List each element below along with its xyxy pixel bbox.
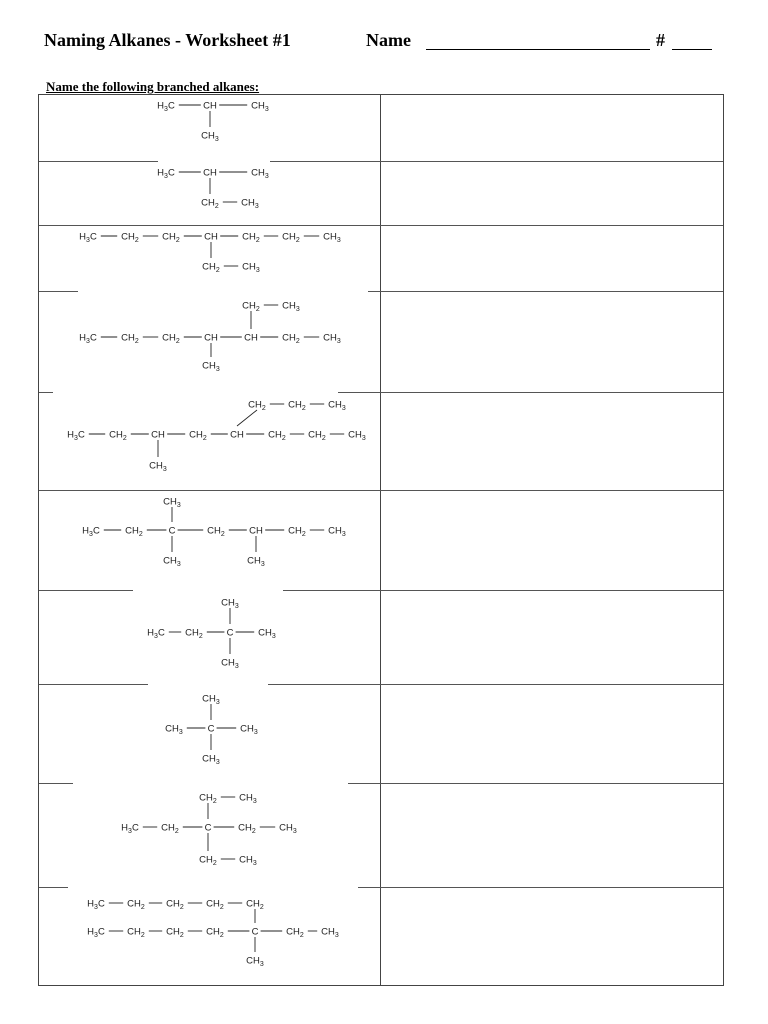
atom-label: $CH_3$: [202, 360, 220, 373]
worksheet-row: [38, 590, 724, 684]
answer-cell[interactable]: [381, 291, 724, 392]
atom-label: $CH_2$: [127, 926, 145, 939]
divider-gap: [148, 683, 268, 686]
atom-label: $CH_2$: [121, 332, 139, 345]
atom-label: $CH_2$: [189, 429, 207, 442]
atom-label: $CH_3$: [282, 300, 300, 313]
instructions: Name the following branched alkanes:: [46, 79, 260, 94]
atom-label: $CH_3$: [221, 597, 239, 610]
atom-label: $CH_2$: [166, 926, 184, 939]
number-label: #: [656, 30, 665, 50]
atom-label: $CH_2$: [125, 525, 143, 538]
atom-label: $CH_2$: [268, 429, 286, 442]
atom-label: $CH_3$: [240, 723, 258, 736]
atom-label: $CH_3$: [242, 261, 260, 274]
atom-label: $CH_3$: [163, 555, 181, 568]
worksheet-title: Naming Alkanes - Worksheet #1: [44, 30, 291, 50]
row-divider: [38, 684, 724, 685]
answer-cell[interactable]: [381, 783, 724, 887]
divider-gap: [133, 589, 283, 592]
row-divider: [38, 161, 724, 162]
atom-label: $H_3C$: [79, 332, 97, 345]
atom-label: $CH_3$: [279, 822, 297, 835]
atom-label: $CH_2$: [127, 898, 145, 911]
answer-cell[interactable]: [381, 161, 724, 225]
atom-label: $H_3C$: [79, 231, 97, 244]
atom-label: $CH_2$: [161, 822, 179, 835]
divider-gap: [53, 391, 338, 394]
worksheet-row: [38, 392, 724, 490]
atom-label: $CH_2$: [248, 399, 266, 412]
atom-label: $CH_3$: [251, 167, 269, 180]
structural-formula: [38, 590, 381, 684]
atom-label: $CH_3$: [321, 926, 339, 939]
structure-cell: [38, 887, 381, 986]
answer-cell[interactable]: [381, 590, 724, 684]
answer-cell[interactable]: [381, 225, 724, 291]
atom-label: $CH_3$: [323, 231, 341, 244]
worksheet-row: [38, 887, 724, 986]
row-divider: [38, 490, 724, 491]
atom-label: $H_3C$: [87, 898, 105, 911]
answer-cell[interactable]: [381, 392, 724, 490]
structural-formula: [38, 684, 381, 783]
atom-label: $CH_3$: [328, 525, 346, 538]
structural-formula: [38, 783, 381, 887]
atom-label: CH: [244, 332, 258, 344]
atom-label: C: [226, 627, 234, 639]
atom-label: $CH_2$: [288, 525, 306, 538]
atom-label: $CH_2$: [185, 627, 203, 640]
atom-label: $CH_2$: [238, 822, 256, 835]
atom-label: $CH_3$: [247, 555, 265, 568]
atom-label: $CH_2$: [206, 898, 224, 911]
number-blank-line[interactable]: [672, 49, 712, 50]
answer-cell[interactable]: [381, 490, 724, 590]
structure-cell: [38, 684, 381, 783]
atom-label: $CH_2$: [202, 261, 220, 274]
worksheet-header: [44, 30, 734, 56]
atom-label: $H_3C$: [121, 822, 139, 835]
atom-label: C: [168, 525, 176, 537]
worksheet-table: [38, 94, 724, 986]
worksheet-row: [38, 225, 724, 291]
structural-formula: [38, 225, 381, 291]
atom-label: $CH_3$: [239, 854, 257, 867]
row-divider: [38, 225, 724, 226]
atom-label: $CH_2$: [199, 854, 217, 867]
worksheet-row: [38, 684, 724, 783]
atom-label: $CH_2$: [246, 898, 264, 911]
atom-label: $H_3C$: [67, 429, 85, 442]
atom-label: $CH_3$: [258, 627, 276, 640]
structure-cell: [38, 291, 381, 392]
atom-label: $CH_2$: [206, 926, 224, 939]
atom-label: $CH_2$: [242, 300, 260, 313]
atom-label: CH: [249, 525, 263, 537]
structural-formula: [38, 94, 381, 161]
structural-formula: [38, 161, 381, 225]
atom-label: $CH_3$: [241, 197, 259, 210]
atom-label: $H_3C$: [147, 627, 165, 640]
worksheet-row: [38, 94, 724, 161]
atom-label: $CH_3$: [149, 460, 167, 473]
atom-label: $CH_2$: [109, 429, 127, 442]
atom-label: $H_3C$: [87, 926, 105, 939]
atom-label: CH: [151, 429, 165, 441]
name-label: Name: [366, 30, 411, 50]
structure-cell: [38, 161, 381, 225]
atom-label: $CH_3$: [239, 792, 257, 805]
worksheet-row: [38, 490, 724, 590]
atom-label: $CH_2$: [121, 231, 139, 244]
structure-cell: [38, 94, 381, 161]
worksheet-row: [38, 161, 724, 225]
atom-label: $H_3C$: [82, 525, 100, 538]
atom-label: $CH_2$: [242, 231, 260, 244]
atom-label: C: [251, 926, 259, 938]
atom-label: $CH_2$: [207, 525, 225, 538]
atom-label: $CH_3$: [348, 429, 366, 442]
atom-label: C: [204, 822, 212, 834]
structure-cell: [38, 392, 381, 490]
divider-gap: [158, 160, 270, 163]
atom-label: $CH_2$: [286, 926, 304, 939]
structural-formula: [38, 887, 381, 986]
atom-label: CH: [203, 100, 217, 112]
atom-label: C: [207, 723, 215, 735]
atom-label: $CH_2$: [162, 231, 180, 244]
atom-label: $CH_3$: [251, 100, 269, 113]
atom-label: $CH_3$: [201, 130, 219, 143]
atom-label: $CH_2$: [162, 332, 180, 345]
atom-label: $CH_2$: [282, 332, 300, 345]
atom-label: $H_3C$: [157, 100, 175, 113]
atom-label: $CH_2$: [201, 197, 219, 210]
name-blank-line[interactable]: [426, 49, 650, 50]
structure-cell: [38, 225, 381, 291]
atom-label: $CH_3$: [328, 399, 346, 412]
divider-gap: [73, 782, 348, 785]
atom-label: CH: [203, 167, 217, 179]
atom-label: $CH_3$: [202, 693, 220, 706]
atom-label: $CH_3$: [163, 496, 181, 509]
structural-formula: [38, 392, 381, 490]
atom-label: $CH_3$: [221, 657, 239, 670]
structure-cell: [38, 490, 381, 590]
atom-label: $CH_2$: [166, 898, 184, 911]
divider-gap: [68, 886, 358, 889]
atom-label: $CH_3$: [202, 753, 220, 766]
divider-gap: [78, 290, 368, 293]
structure-cell: [38, 783, 381, 887]
atom-label: $CH_2$: [199, 792, 217, 805]
worksheet-row: [38, 783, 724, 887]
atom-label: $CH_3$: [323, 332, 341, 345]
answer-cell[interactable]: [381, 684, 724, 783]
atom-label: CH: [230, 429, 244, 441]
atom-label: $CH_2$: [282, 231, 300, 244]
structural-formula: [38, 291, 381, 392]
atom-label: $H_3C$: [157, 167, 175, 180]
atom-label: $CH_3$: [246, 955, 264, 968]
atom-label: $CH_2$: [288, 399, 306, 412]
answer-cell[interactable]: [381, 94, 724, 161]
atom-label: CH: [204, 231, 218, 243]
structure-cell: [38, 590, 381, 684]
worksheet-row: [38, 291, 724, 392]
answer-cell[interactable]: [381, 887, 724, 986]
bond-line: [237, 410, 257, 426]
atom-label: $CH_2$: [308, 429, 326, 442]
structural-formula: [38, 490, 381, 590]
atom-label: CH: [204, 332, 218, 344]
atom-label: $CH_3$: [165, 723, 183, 736]
